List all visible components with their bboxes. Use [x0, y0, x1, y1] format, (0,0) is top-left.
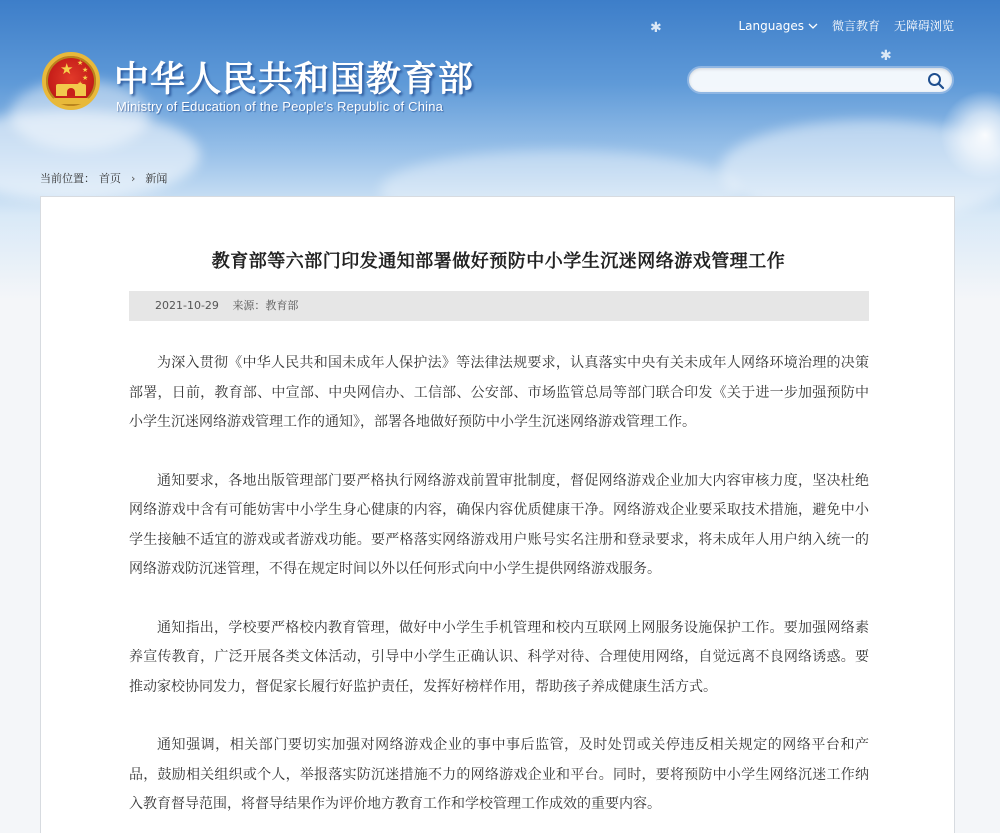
seed-decoration: ✱	[650, 20, 662, 36]
search-icon[interactable]	[926, 71, 946, 91]
article-source: 来源：教育部	[232, 299, 299, 312]
article-body	[129, 349, 869, 833]
breadcrumb	[40, 170, 167, 186]
site-title-cn[interactable]: 中华人民共和国教育部	[114, 59, 475, 100]
top-navigation	[738, 17, 954, 34]
site-title-en[interactable]: Ministry of Education of the People's Republic of China	[116, 99, 444, 114]
star-icon: ★	[82, 66, 89, 74]
chevron-down-icon	[808, 21, 818, 31]
ribbon-decoration	[52, 98, 90, 104]
article-paragraph: 通知强调，相关部门要切实加强对网络游戏企业的事中事后监管，及时处罚或关停违反相关规定的网络平台和产品，鼓励相关组织或个人，举报落实防沉迷措施不力的网络游戏企业和平台。同时，要将预防中小学生网络沉迷工作纳入教育督导范围，将督导结果作为评价地方教育工作和学校管理工作成效的重要内容。	[129, 737, 869, 812]
search-box	[687, 66, 954, 94]
article-date: 2021-10-29	[155, 299, 219, 312]
article-title: 教育部等六部门印发通知部署做好预防中小学生沉迷网络游戏管理工作	[211, 251, 786, 272]
star-icon: ★	[77, 59, 84, 67]
breadcrumb-prefix: 当前位置：	[40, 172, 95, 185]
breadcrumb-current[interactable]: 新闻	[145, 172, 168, 185]
accessibility-link[interactable]: 无障碍浏览	[893, 19, 954, 33]
article-card	[40, 196, 955, 833]
star-icon: ★	[82, 74, 89, 82]
search-input[interactable]	[701, 71, 921, 91]
seed-decoration: ✱	[880, 48, 892, 64]
tiananmen-icon	[56, 84, 86, 96]
languages-dropdown[interactable]	[738, 19, 817, 33]
weiyan-link[interactable]: 微言教育	[831, 19, 880, 33]
article-paragraph: 为深入贯彻《中华人民共和国未成年人保护法》等法律法规要求，认真落实中央有关未成年人网络环境治理的决策部署，日前，教育部、中宣部、中央网信办、工信部、公安部、市场监管总局等部门联合印发《关于进一步加强预防中小学生沉迷网络游戏管理工作的通知》，部署各地做好预防中小学生沉迷网络游戏管理工作。	[129, 355, 869, 430]
national-emblem-icon[interactable]	[42, 52, 100, 110]
languages-label: Languages	[738, 18, 804, 33]
star-icon: ★	[60, 60, 74, 78]
article-paragraph: 通知指出，学校要严格校内教育管理，做好中小学生手机管理和校内互联网上网服务设施保护工作。要加强网络素养宣传教育，广泛开展各类文体活动，引导中小学生正确认识、科学对待、合理使用网络，自觉远离不良网络诱惑。要推动家校协同发力，督促家长履行好监护责任，发挥好榜样作用，帮助孩子养成健康生活方式。	[129, 619, 869, 695]
article-paragraph: 通知要求，各地出版管理部门要严格执行网络游戏前置审批制度，督促网络游戏企业加大内容审核力度，坚决杜绝网络游戏中含有可能妨害中小学生身心健康的内容，确保内容优质健康干净。网络游戏企业要采取技术措施，避免中小学生接触不适宜的游戏或者游戏功能。要严格落实网络游戏用户账号实名注册和登录要求，将未成年人用户纳入统一的网络游戏防沉迷管理，不得在规定时间以外以任何形式向中小学生提供网络游戏服务。	[129, 472, 869, 577]
article-meta	[129, 291, 869, 321]
breadcrumb-home[interactable]: 首页	[99, 172, 121, 185]
breadcrumb-separator: ›	[131, 171, 136, 185]
